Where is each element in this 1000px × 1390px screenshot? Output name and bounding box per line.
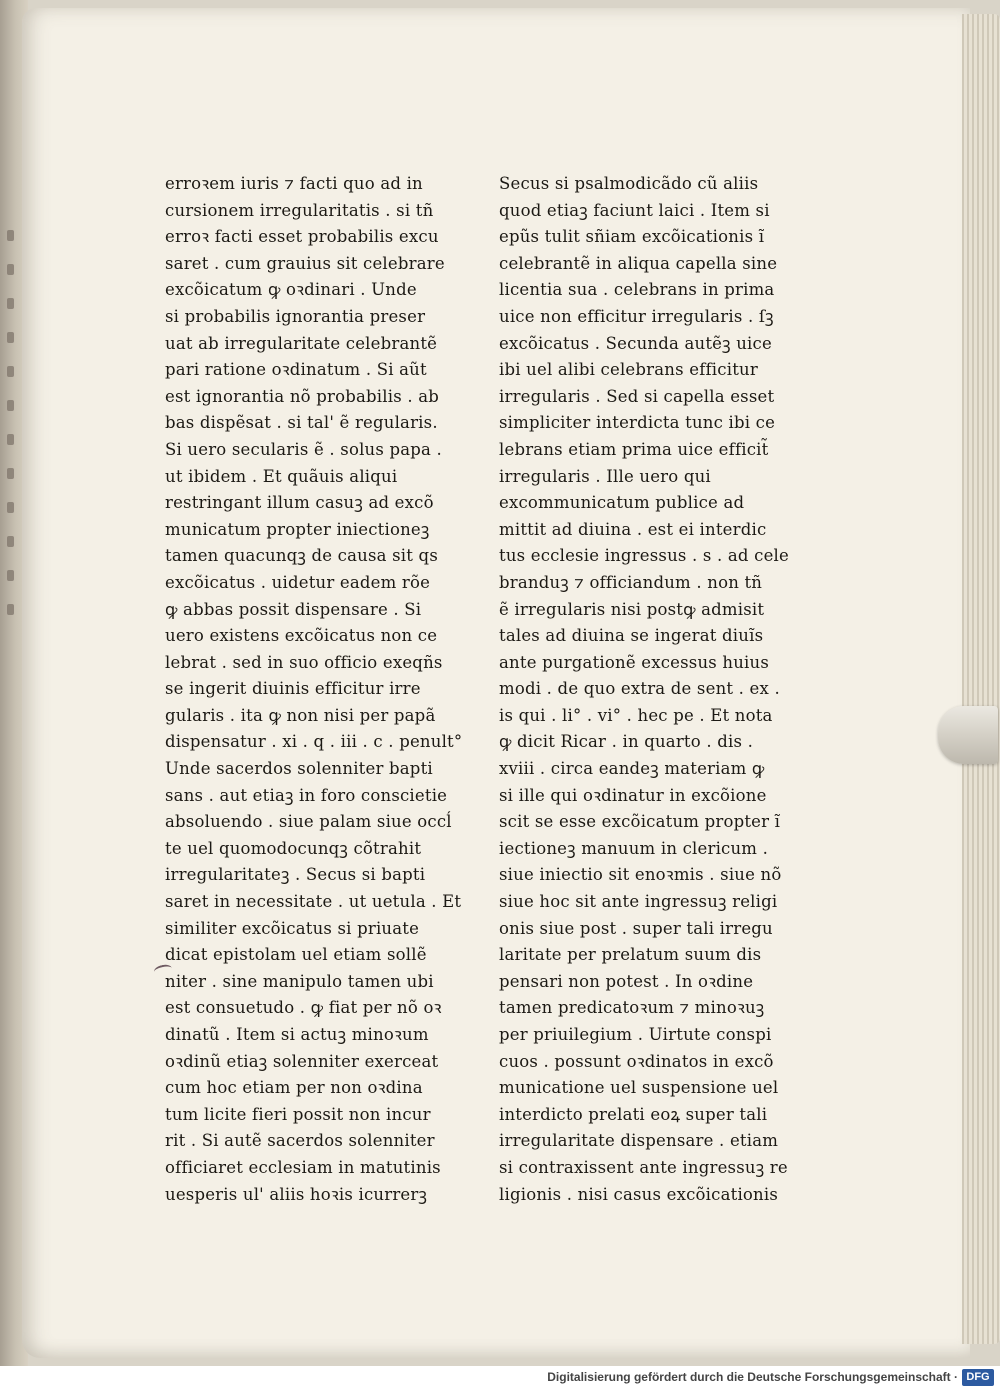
binding-mark	[7, 502, 14, 513]
text-line: xviii . circa eandeꝫ materiam ꝙ	[499, 759, 765, 779]
text-line: uat ab irregularitate celebrantẽ	[165, 333, 438, 353]
text-line: dicat epistolam uel etiam sollẽ	[165, 945, 427, 965]
text-line: tum licite fieri possit non incur	[165, 1104, 431, 1124]
text-line: se ingerit diuinis efficitur irre	[165, 679, 421, 699]
text-line: bas dispẽsat . si tal' ẽ regularis.	[165, 413, 438, 433]
text-line: lebrans etiam prima uice efficit̃	[499, 439, 769, 459]
text-line: ibi uel alibi celebrans efficitur	[499, 360, 758, 380]
text-line: dinatũ . Item si actuꝫ minoꝛum	[165, 1025, 429, 1044]
text-line: excõicatus . uidetur eadem rõe	[165, 572, 431, 592]
text-line: quod etiaꝫ faciunt laici . Item si	[499, 200, 770, 220]
text-line: excõicatus . Secunda autẽꝫ uice	[499, 333, 772, 353]
text-line: absoluendo . siue palam siue occĺ	[165, 812, 452, 832]
text-line: tus ecclesie ingressus . s . ad cele	[499, 546, 789, 566]
text-line: licentia sua . celebrans in prima	[499, 280, 775, 300]
text-line: similiter excõicatus si priuate	[165, 918, 420, 938]
text-line: ꝙ dicit Ricar . in quarto . dis .	[499, 732, 754, 752]
binding-mark	[7, 434, 14, 445]
binding-mark	[7, 604, 14, 615]
binding-mark	[7, 468, 14, 479]
text-line: is qui . li° . vi° . hec pe . Et nota	[499, 705, 773, 725]
text-line: Si uero secularis ẽ . solus papa .	[165, 439, 442, 459]
text-line: dispensatur . xi . q . iii . c . penult°	[165, 732, 463, 752]
text-line: laritate per prelatum suum dis	[499, 945, 762, 965]
text-line: pensari non potest . In oꝛdine	[499, 971, 754, 991]
text-column-right	[499, 171, 789, 1208]
text-line: mittit ad diuina . est ei interdic	[499, 519, 767, 539]
binding-mark	[7, 264, 14, 275]
page-edges	[962, 14, 1000, 1344]
text-line: Secus si psalmodicãdo cũ aliis	[499, 174, 759, 193]
text-line: uesperis ul' aliis hoꝛis icurrerꝫ	[165, 1184, 428, 1204]
text-line: niter . sine manipulo tamen ubi	[165, 971, 434, 991]
text-line: uice non efficitur irregularis . ſꝫ	[499, 306, 774, 326]
text-line: erroꝛ facti esset probabilis excu	[165, 227, 439, 247]
text-line: modi . de quo extra de sent . ex .	[499, 679, 780, 699]
text-column-left	[165, 171, 463, 1208]
text-line: municatione uel suspensione uel	[499, 1078, 779, 1098]
binding-marks	[4, 230, 18, 650]
text-line: branduꝫ ⁊ officiandum . non tñ	[499, 572, 763, 592]
binding-mark	[7, 400, 14, 411]
text-line: restringant illum casuꝫ ad excõ	[165, 493, 434, 513]
text-line: epũs tulit sñiam excõicationis ĩ	[499, 227, 765, 247]
text-line: cuos . possunt oꝛdinatos in excõ	[499, 1051, 774, 1071]
text-line: oꝛdinũ etiaꝫ solenniter exerceat	[165, 1051, 439, 1071]
text-line: si ille qui oꝛdinatur in excõione	[499, 785, 767, 805]
text-line: tamen predicatoꝛum ⁊ minoꝛuꝫ	[499, 998, 765, 1018]
text-line: scit se esse excõicatum propter ĩ	[499, 812, 781, 832]
text-line: saret . cum grauius sit celebrare	[165, 253, 445, 273]
text-line: simpliciter interdicta tunc ibi ce	[499, 413, 776, 433]
text-line: excõicatum ꝙ oꝛdinari . Unde	[165, 280, 417, 300]
text-line: irregularis . Sed si capella esset	[499, 386, 775, 406]
text-line: municatum propter iniectioneꝫ	[165, 519, 430, 539]
dfg-logo: DFG	[962, 1369, 994, 1386]
text-line: iectioneꝫ manuum in clericum .	[499, 838, 769, 858]
text-line: ut ibidem . Et quãuis aliqui	[165, 466, 398, 486]
text-line: per priuilegium . Uirtute conspi	[499, 1025, 772, 1044]
binding-mark	[7, 230, 14, 241]
text-line: tales ad diuina se ingerat diuĩs	[499, 626, 764, 646]
text-line: officiaret ecclesiam in matutinis	[165, 1157, 441, 1177]
text-line: ante purgationẽ excessus huius	[499, 652, 770, 672]
binding-mark	[7, 536, 14, 547]
text-line: uero existens excõicatus non ce	[165, 626, 438, 646]
text-line: interdicto prelati eoꝝ super tali	[499, 1104, 768, 1124]
text-line: ꝙ abbas possit dispensare . Si	[165, 599, 422, 619]
binding-mark	[7, 332, 14, 343]
text-line: siue iniectio sit enoꝛmis . siue nõ	[499, 865, 782, 885]
text-line: ligionis . nisi casus excõicationis	[499, 1184, 779, 1204]
text-line: si contraxissent ante ingressuꝫ re	[499, 1157, 788, 1177]
text-line: saret in necessitate . ut uetula . Et	[165, 892, 462, 912]
text-line: irregularis . Ille uero qui	[499, 466, 711, 486]
text-line: lebrat . sed in suo officio exeqñs	[165, 652, 443, 672]
text-line: rit . Si autẽ sacerdos solenniter	[165, 1131, 435, 1151]
text-line: excommunicatum publice ad	[499, 493, 745, 513]
text-line: onis siue post . super tali irregu	[499, 918, 773, 938]
text-line: irregularitate dispensare . etiam	[499, 1131, 779, 1151]
text-line: tamen quacunqꝫ de causa sit qs	[165, 546, 438, 566]
text-line: cursionem irregularitatis . si tñ	[165, 200, 434, 220]
text-line: est ignorantia nõ probabilis . ab	[165, 386, 440, 406]
text-line: est consuetudo . ꝙ fiat per nõ oꝛ	[165, 998, 442, 1018]
text-line: erroꝛem iuris ⁊ facti quo ad in	[165, 174, 423, 193]
text-line: sans . aut etiaꝫ in foro conscietie	[165, 785, 448, 805]
footer-credit: Digitalisierung gefördert durch die Deutsche Forschungsgemeinschaft ·	[547, 1370, 958, 1384]
text-line: celebrantẽ in aliqua capella sine	[499, 253, 778, 273]
binding-mark	[7, 298, 14, 309]
text-line: te uel quomodocunqꝫ cõtrahit	[165, 838, 422, 858]
text-line: si probabilis ignorantia preser	[165, 306, 426, 326]
text-line: pari ratione oꝛdinatum . Si aũt	[165, 360, 427, 380]
text-line: gularis . ita ꝙ non nisi per papã	[165, 705, 436, 725]
binding-mark	[7, 570, 14, 581]
text-line: cum hoc etiam per non oꝛdina	[165, 1078, 423, 1098]
text-line: siue hoc sit ante ingressuꝫ religi	[499, 892, 778, 912]
text-line: irregularitateꝫ . Secus si bapti	[165, 865, 426, 885]
binding-mark	[7, 366, 14, 377]
footer-bar	[0, 1366, 1000, 1390]
text-line: ẽ irregularis nisi postꝙ admisit	[499, 599, 765, 619]
page-clip	[938, 706, 998, 764]
text-line: Unde sacerdos solenniter bapti	[165, 759, 433, 779]
